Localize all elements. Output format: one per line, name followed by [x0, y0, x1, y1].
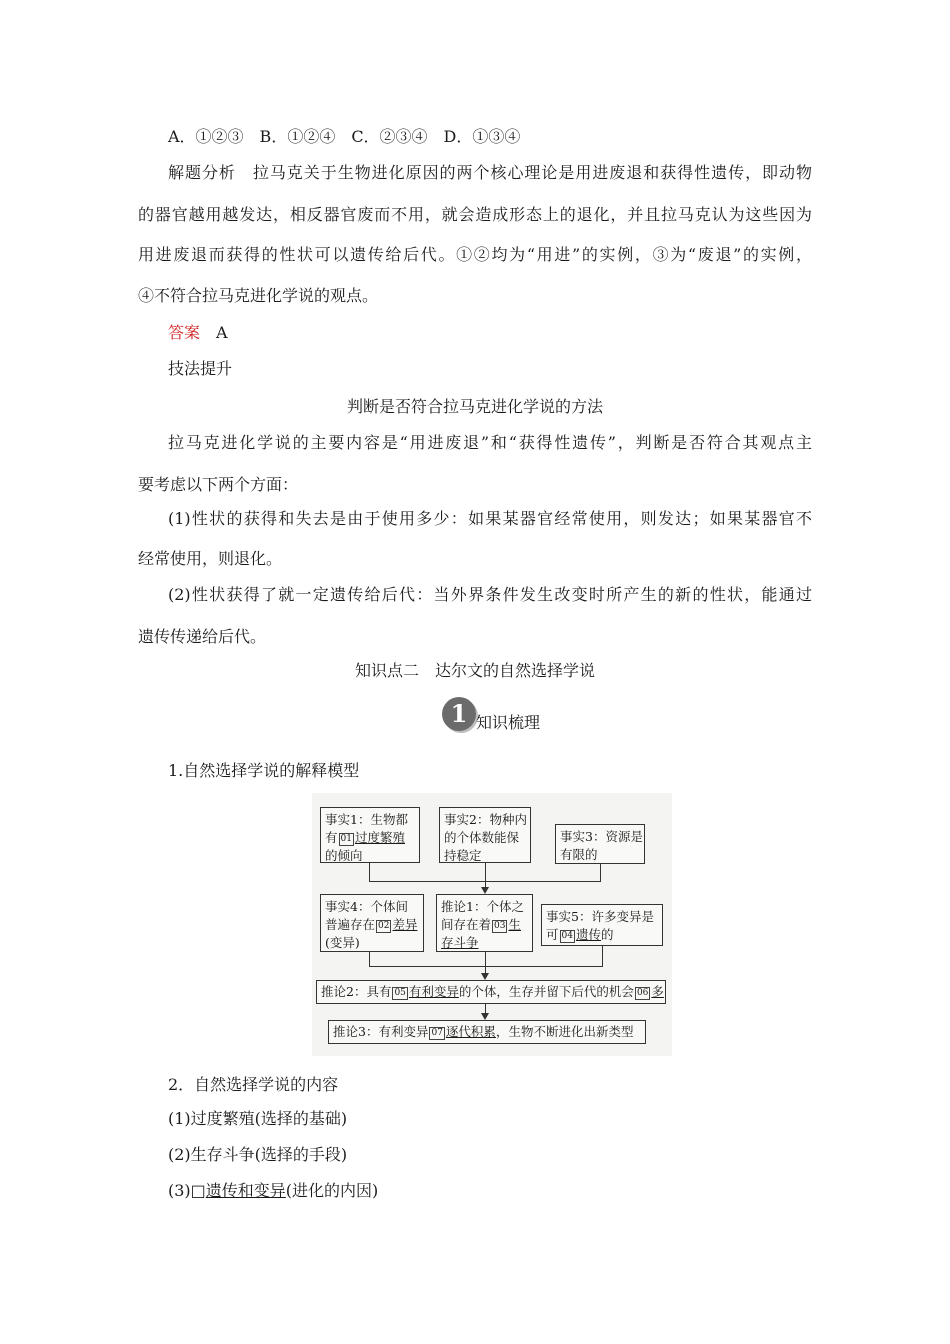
method-point-2-line-1: (2)性状获得了就一定遗传给后代：当外界条件发生改变时所产生的新的性状，能通过 — [168, 585, 812, 604]
inference-1-line-1: 推论1：个体之 — [441, 899, 524, 914]
fact-1-text: 有 — [325, 830, 338, 845]
fact-2-line-3: 持稳定 — [444, 848, 482, 863]
content-item-3-suffix: (进化的内因) — [285, 1181, 379, 1200]
fact-5-text: 可 — [546, 927, 559, 942]
method-intro-line-1: 拉马克进化学说的主要内容是“用进废退”和“获得性遗传”，判断是否符合其观点主 — [168, 433, 812, 452]
answer-label: 答案 — [168, 323, 201, 342]
fact-4-line-1: 事实4：个体间 — [325, 899, 408, 914]
fact-3-box — [555, 824, 645, 864]
content-item-2: (2)生存斗争(选择的手段) — [168, 1145, 348, 1164]
method-intro-line-2: 要考虑以下两个方面： — [138, 475, 299, 494]
blank-number: 06 — [636, 988, 649, 998]
analysis-line-2: 的器官越用越发达，相反器官废而不用，就会造成形态上的退化，并且拉马克认为这些因为 — [138, 205, 812, 224]
answer-line — [168, 322, 228, 344]
fact-4-box — [320, 894, 424, 952]
inference-1-line-2 — [441, 916, 528, 934]
blank-number: 07 — [431, 1028, 443, 1038]
inference-1-line-3: 存斗争 — [441, 935, 479, 950]
method-point-1-line-1: (1)性状的获得和失去是由于使用多少：如果某器官经常使用，则发达；如果某器官不 — [168, 509, 812, 528]
fact-3-line-2: 有限的 — [560, 847, 598, 862]
inference-3-text-2: ，生物不断进化出新类型 — [495, 1024, 634, 1039]
blank-number: 01 — [340, 834, 352, 844]
skill-heading: 技法提升 — [168, 359, 233, 378]
answer-options: A．①②③ B．①②④ C．②③④ D．①③④ — [168, 127, 521, 146]
inference-1-text: 间存在着 — [441, 917, 492, 932]
fact-1-answer: 过度繁殖 — [354, 830, 405, 845]
inference-2-answer-1: 有利变异 — [408, 984, 459, 999]
analysis-line-4: ④不符合拉马克进化学说的观点。 — [138, 286, 379, 305]
fact-2-line-1: 事实2：物种内 — [444, 812, 527, 827]
fact-2-line-2: 的个体数能保 — [444, 830, 520, 845]
method-point-1-line-2: 经常使用，则退化。 — [138, 549, 283, 568]
method-title: 判断是否符合拉马克进化学说的方法 — [346, 397, 603, 416]
section-title: 知识点二 达尔文的自然选择学说 — [354, 661, 595, 680]
inference-2-text-2: 的个体，生存并留下后代的机会 — [458, 984, 634, 999]
blank-number: 05 — [394, 988, 406, 998]
answer-value: A — [216, 323, 228, 342]
inference-1-box — [436, 894, 533, 952]
fact-4-line-2 — [325, 916, 419, 934]
content-item-3-prefix: (3)□ — [168, 1181, 206, 1200]
content-item-1: (1)过度繁殖(选择的基础) — [168, 1109, 348, 1128]
inference-2-answer-2: 多 — [651, 984, 664, 999]
fact-5-line-1: 事实5：许多变异是 — [546, 909, 654, 924]
analysis-line-3: 用进废退而获得的性状可以遗传给后代。①②均为“用进”的实例，③为“废退”的实例， — [138, 245, 812, 264]
inference-2-box — [316, 980, 666, 1004]
item-2-title: 2．自然选择学说的内容 — [168, 1075, 339, 1094]
fact-1-line-2 — [325, 829, 415, 847]
fact-1-line-3: 的倾向 — [325, 848, 363, 863]
content-item-3 — [168, 1180, 378, 1202]
content-item-3-answer: 遗传和变异 — [205, 1181, 286, 1200]
inference-3-answer: 逐代积累 — [445, 1024, 496, 1039]
knowledge-heading: 知识梳理 — [476, 713, 541, 732]
inference-1-answer: 生 — [508, 917, 521, 932]
fact-3-line-1: 事实3：资源是 — [560, 829, 643, 844]
natural-selection-model-diagram — [312, 793, 672, 1056]
fact-4-answer: 差异 — [392, 917, 418, 932]
item-1-title: 1.自然选择学说的解释模型 — [168, 761, 360, 780]
analysis-line-1: 解题分析 拉马克关于生物进化原因的两个核心理论是用进废退和获得性遗传，即动物 — [168, 163, 812, 182]
inference-3-text: 推论3：有利变异 — [333, 1024, 429, 1039]
fact-5-line-2 — [546, 926, 658, 944]
fact-1-box — [320, 807, 420, 863]
circled-number-icon: 1 — [442, 697, 476, 731]
fact-5-box — [541, 904, 663, 946]
blank-number: 03 — [494, 921, 506, 931]
method-point-2-line-2: 遗传传递给后代。 — [138, 627, 267, 646]
blank-number: 02 — [378, 921, 390, 931]
fact-1-line-1: 事实1：生物都 — [325, 812, 408, 827]
fact-5-suffix: 的 — [600, 927, 614, 942]
inference-2-text: 推论2：具有 — [321, 984, 392, 999]
blank-number: 04 — [561, 931, 573, 941]
fact-4-text: 普遍存在 — [325, 917, 376, 932]
fact-5-answer: 遗传 — [575, 927, 601, 942]
fact-4-line-3: (变异) — [325, 935, 360, 950]
inference-3-box — [328, 1020, 646, 1044]
fact-2-box — [439, 807, 531, 863]
